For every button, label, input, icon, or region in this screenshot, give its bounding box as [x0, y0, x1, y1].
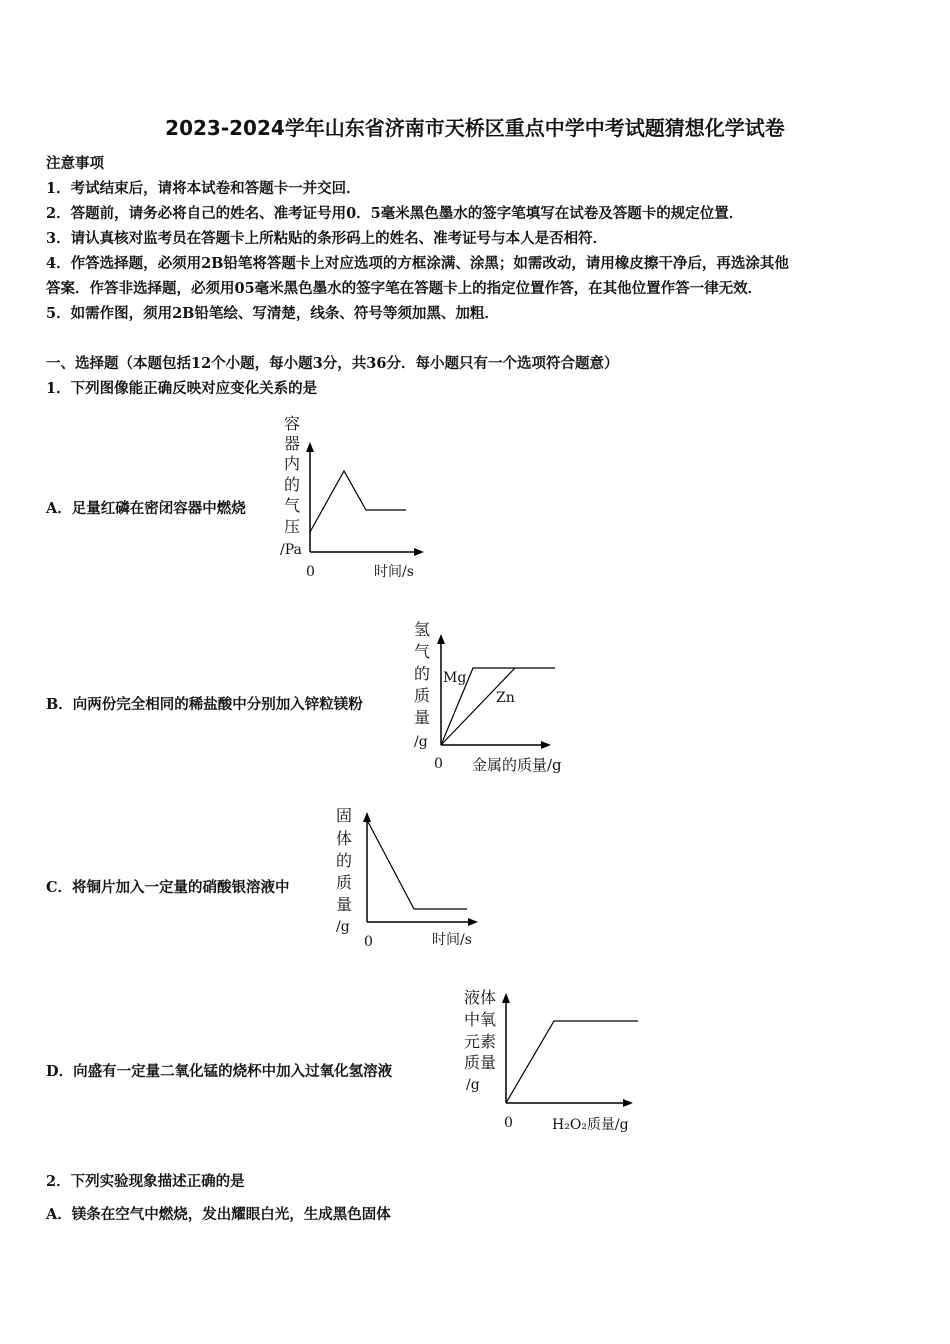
chart-a-x-arrow — [414, 548, 424, 556]
chart-b-origin: 0 — [434, 756, 443, 772]
chart-d-ylabel — [464, 988, 496, 1093]
chart-c-ylabel-char: 的 — [336, 851, 353, 870]
question-2-stem: 2．下列实验现象描述正确的是 — [46, 1173, 245, 1190]
chart-b — [408, 620, 588, 780]
chart-b-ylabel-char: 的 — [414, 664, 431, 683]
chart-a-origin: 0 — [306, 564, 315, 580]
chart-b-yunit: /g — [414, 734, 428, 750]
chart-c — [330, 804, 500, 954]
option-d-label: D．向盛有一定量二氧化锰的烧杯中加入过氧化氢溶液 — [46, 1063, 393, 1080]
chart-d-ylabel-line: 元素 — [464, 1032, 497, 1051]
notice-item-4-cont: 答案．作答非选择题，必须用05毫米黑色墨水的签字笔在答题卡上的指定位置作答，在其他位置作答一律无效． — [46, 280, 763, 297]
option-a-label: A．足量红磷在密闭容器中燃烧 — [46, 500, 246, 517]
page-title: 2023-2024学年山东省济南市天桥区重点中学中考试题猜想化学试卷 — [165, 116, 785, 140]
chart-d-origin: 0 — [504, 1115, 513, 1131]
chart-b-series-label-zn: Zn — [496, 690, 515, 706]
chart-a-ylabel-char: 器 — [284, 434, 301, 453]
chart-a-yunit: /Pa — [280, 542, 302, 558]
chart-a-curve — [310, 471, 406, 532]
chart-d-x-arrow — [623, 1099, 633, 1107]
chart-b-ylabel — [414, 620, 430, 750]
question-1-stem: 1．下列图像能正确反映对应变化关系的是 — [46, 380, 318, 397]
chart-b-ylabel-char: 气 — [414, 642, 431, 661]
chart-d-ylabel-line: 液体 — [464, 988, 497, 1007]
chart-d-yunit: /g — [466, 1077, 480, 1093]
chart-c-ylabel — [336, 806, 352, 935]
chart-a-ylabel — [280, 414, 302, 558]
chart-d-ylabel-line: 质量 — [464, 1053, 497, 1072]
chart-a-xlabel: 时间/s — [374, 564, 414, 580]
section-heading: 一、选择题（本题包括12个小题，每小题3分，共36分．每小题只有一个选项符合题意） — [46, 355, 619, 372]
q2-option-a: A．镁条在空气中燃烧，发出耀眼白光，生成黑色固体 — [46, 1206, 391, 1223]
chart-c-curve — [367, 820, 467, 909]
chart-a-y-arrow — [306, 442, 314, 452]
chart-a — [276, 414, 436, 584]
chart-c-x-arrow — [468, 918, 478, 926]
notice-item-4: 4．作答选择题，必须用2B铅笔将答题卡上对应选项的方框涂满、涂黑；如需改动，请用橡皮擦干净后，再选涂其他 — [46, 255, 789, 272]
option-c-label: C．将铜片加入一定量的硝酸银溶液中 — [46, 879, 290, 896]
chart-d — [460, 985, 650, 1135]
notice-item-1: 1．考试结束后，请将本试卷和答题卡一并交回． — [46, 180, 361, 197]
chart-c-ylabel-char: 质 — [336, 873, 353, 892]
chart-d-curve — [506, 1021, 638, 1103]
chart-c-ylabel-char: 量 — [336, 895, 353, 914]
chart-b-ylabel-char: 量 — [414, 708, 431, 727]
chart-b-ylabel-char: 氢 — [414, 620, 431, 639]
chart-d-xlabel: H₂O₂质量/g — [552, 1117, 629, 1133]
chart-a-ylabel-char: 容 — [284, 414, 301, 433]
chart-b-y-arrow — [437, 634, 445, 644]
chart-d-y-arrow — [502, 993, 510, 1003]
notice-item-5: 5．如需作图，须用2B铅笔绘、写清楚，线条、符号等须加黑、加粗． — [46, 305, 499, 322]
chart-c-yunit: /g — [336, 919, 350, 935]
chart-a-ylabel-char: 内 — [284, 454, 301, 473]
chart-b-ylabel-char: 质 — [414, 686, 431, 705]
chart-a-ylabel-char: 压 — [284, 517, 301, 536]
chart-a-ylabel-char: 的 — [284, 475, 301, 494]
notice-item-2: 2．答题前，请务必将自己的姓名、准考证号用0．5毫米黑色墨水的签字笔填写在试卷及答题卡的规定位置． — [46, 205, 744, 222]
chart-c-origin: 0 — [364, 934, 373, 950]
chart-c-xlabel: 时间/s — [432, 932, 472, 948]
notice-item-3: 3．请认真核对监考员在答题卡上所粘贴的条形码上的姓名、准考证号与本人是否相符． — [46, 230, 608, 247]
chart-c-ylabel-char: 体 — [336, 829, 353, 848]
option-b-label: B．向两份完全相同的稀盐酸中分别加入锌粒镁粉 — [46, 696, 363, 713]
chart-b-xlabel: 金属的质量/g — [472, 756, 562, 774]
chart-d-ylabel-line: 中氧 — [464, 1010, 497, 1029]
chart-c-ylabel-char: 固 — [336, 806, 353, 825]
chart-a-ylabel-char: 气 — [284, 496, 301, 515]
notice-heading: 注意事项 — [46, 155, 104, 172]
chart-b-series-label-mg: Mg — [443, 670, 467, 686]
chart-b-x-arrow — [541, 741, 551, 749]
